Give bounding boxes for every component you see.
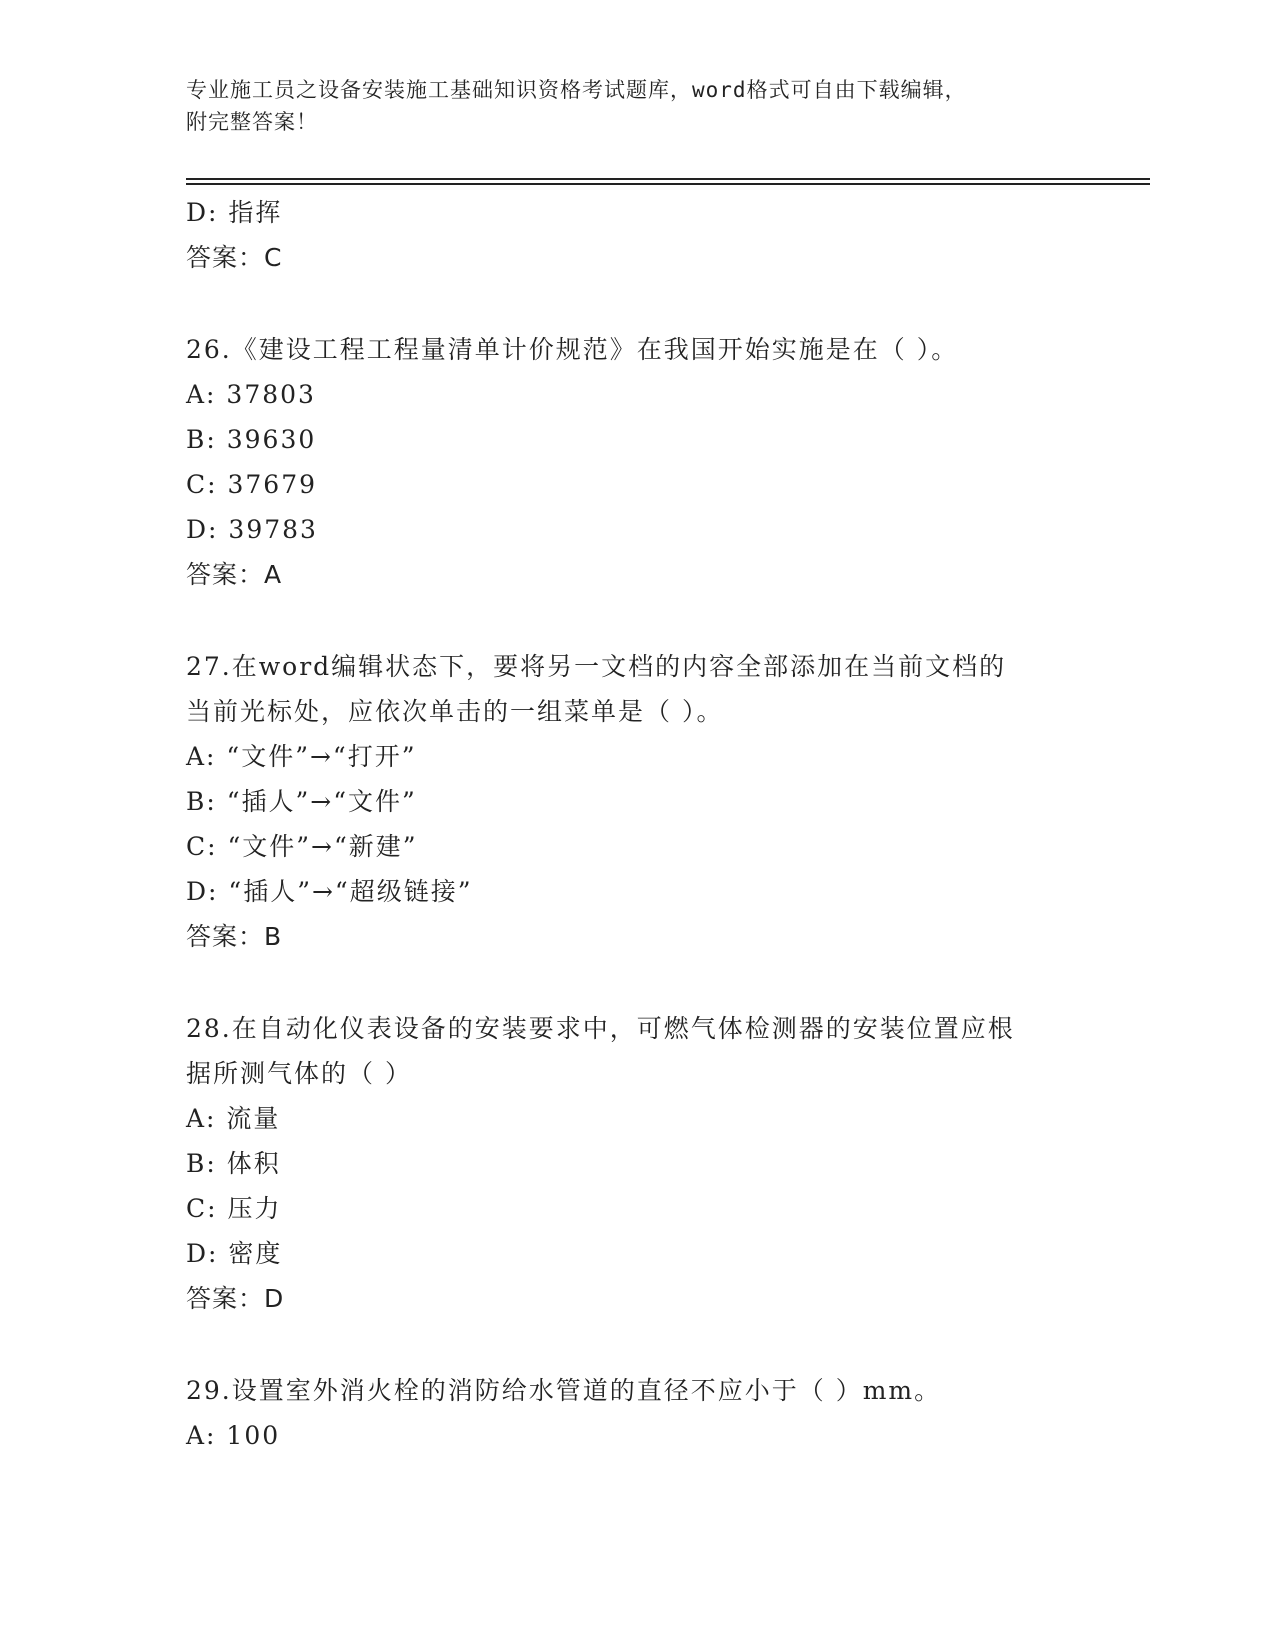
option-a: A: 37803 [186, 380, 316, 409]
spacer [186, 959, 1086, 1006]
option-d: D: 39783 [186, 515, 318, 544]
option-c: C: “文件”→“新建” [186, 832, 418, 861]
option-d: D: 指挥 [186, 198, 283, 227]
answer-line: 答案：B [186, 922, 283, 951]
question-stem: 26.《建设工程工程量清单计价规范》在我国开始实施是在（ ）。 [186, 335, 959, 364]
spacer [186, 1321, 1086, 1368]
header-line-2: 附完整答案！ [186, 110, 318, 134]
document-header [186, 74, 1066, 138]
question-27 [186, 644, 1086, 959]
header-line-1: 专业施工员之设备安装施工基础知识资格考试题库，word格式可自由下载编辑， [186, 78, 967, 102]
option-b: B: “插人”→“文件” [186, 787, 417, 816]
option-d: D: 密度 [186, 1239, 283, 1268]
option-c: C: 37679 [186, 470, 318, 499]
question-stem-line-1: 28.在自动化仪表设备的安装要求中，可燃气体检测器的安装位置应根 [186, 1014, 1015, 1043]
question-26 [186, 327, 1086, 597]
option-b: B: 39630 [186, 425, 317, 454]
question-list [186, 190, 1086, 1458]
question-29 [186, 1368, 1086, 1458]
answer-line: 答案：D [186, 1284, 285, 1313]
spacer [186, 280, 1086, 327]
question-stem: 29.设置室外消火栓的消防给水管道的直径不应小于（ ）mm。 [186, 1376, 942, 1405]
spacer [186, 597, 1086, 644]
option-a: A: 100 [186, 1421, 281, 1450]
header-rule-bottom [186, 183, 1150, 185]
question-stem-line-2: 当前光标处，应依次单击的一组菜单是（ ）。 [186, 697, 724, 726]
answer-line: 答案：C [186, 243, 283, 272]
option-a: A: “文件”→“打开” [186, 742, 417, 771]
answer-line: 答案：A [186, 560, 283, 589]
option-c: C: 压力 [186, 1194, 282, 1223]
header-rule-top [186, 178, 1150, 180]
option-a: A: 流量 [186, 1104, 281, 1133]
question-stem-line-1: 27.在word编辑状态下，要将另一文档的内容全部添加在当前文档的 [186, 652, 1007, 681]
question-28 [186, 1006, 1086, 1321]
option-d: D: “插人”→“超级链接” [186, 877, 473, 906]
option-b: B: 体积 [186, 1149, 281, 1178]
question-stem-line-2: 据所测气体的（ ） [186, 1059, 412, 1088]
